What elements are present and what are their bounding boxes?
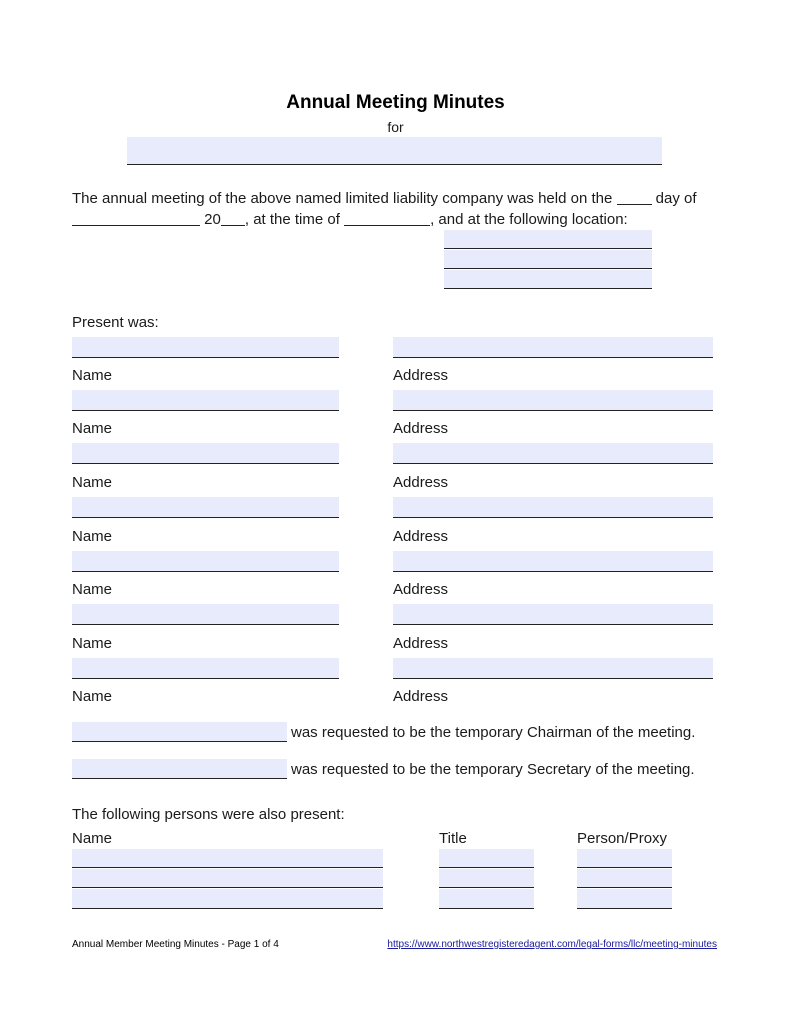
chairman-text: was requested to be the temporary Chairman of the meeting. (291, 724, 696, 741)
chairman-field[interactable] (72, 722, 287, 742)
present-address-field-4[interactable] (393, 497, 713, 518)
present-address-field-5[interactable] (393, 551, 713, 572)
present-address-field-1[interactable] (393, 337, 713, 358)
present-name-field-6[interactable] (72, 604, 339, 625)
location-field-2[interactable] (444, 250, 652, 269)
intro-line-2 (72, 211, 628, 228)
location-field-3[interactable] (444, 270, 652, 289)
present-name-label-3: Name (72, 474, 113, 491)
intro-text-location: , and at the following location: (430, 211, 628, 228)
company-name-field[interactable] (127, 137, 662, 165)
day-field[interactable] (617, 190, 652, 205)
secretary-text: was requested to be the temporary Secretary of the meeting. (291, 761, 695, 778)
others-proxy-field-2[interactable] (577, 869, 672, 888)
others-proxy-field-3[interactable] (577, 889, 672, 909)
footer-link[interactable]: https://www.northwestregisteredagent.com/legal-forms/llc/meeting-minutes (387, 939, 717, 950)
year-field[interactable] (221, 211, 245, 226)
footer-page-label: Annual Member Meeting Minutes - Page 1 of 4 (72, 939, 279, 950)
present-name-field-7[interactable] (72, 658, 339, 679)
present-address-field-6[interactable] (393, 604, 713, 625)
present-address-field-7[interactable] (393, 658, 713, 679)
present-address-label-2: Address (393, 420, 449, 437)
intro-text-day-of: day of (655, 190, 697, 207)
intro-text-time-of: , at the time of (244, 211, 340, 228)
for-label: for (387, 119, 404, 135)
present-address-field-2[interactable] (393, 390, 713, 411)
present-name-field-4[interactable] (72, 497, 339, 518)
present-address-label-3: Address (393, 474, 449, 491)
present-name-label-1: Name (72, 367, 113, 384)
present-address-label-4: Address (393, 528, 449, 545)
time-field[interactable] (344, 211, 430, 226)
present-name-field-2[interactable] (72, 390, 339, 411)
present-address-label-6: Address (393, 635, 449, 652)
document-title: Annual Meeting Minutes (286, 92, 505, 113)
present-name-label-6: Name (72, 635, 113, 652)
intro-text-year-prefix: 20 (204, 211, 221, 228)
others-name-field-3[interactable] (72, 889, 383, 909)
others-title-field-1[interactable] (439, 849, 534, 868)
location-field-1[interactable] (444, 230, 652, 249)
others-title-field-3[interactable] (439, 889, 534, 909)
others-proxy-field-1[interactable] (577, 849, 672, 868)
present-name-label-7: Name (72, 688, 113, 705)
present-name-field-3[interactable] (72, 443, 339, 464)
secretary-field[interactable] (72, 759, 287, 779)
intro-text-held-on: The annual meeting of the above named limited liability company was held on the (72, 190, 613, 207)
others-title-header: Title (439, 830, 467, 847)
present-heading: Present was: (72, 314, 159, 331)
others-heading: The following persons were also present: (72, 806, 345, 823)
present-name-label-4: Name (72, 528, 113, 545)
present-name-field-5[interactable] (72, 551, 339, 572)
others-name-header: Name (72, 830, 113, 847)
intro-line-1 (72, 190, 697, 207)
others-title-field-2[interactable] (439, 869, 534, 888)
others-proxy-header: Person/Proxy (577, 830, 668, 847)
present-address-label-1: Address (393, 367, 449, 384)
others-name-field-1[interactable] (72, 849, 383, 868)
present-name-label-5: Name (72, 581, 113, 598)
present-address-field-3[interactable] (393, 443, 713, 464)
present-address-label-5: Address (393, 581, 449, 598)
month-field[interactable] (72, 211, 200, 226)
present-address-label-7: Address (393, 688, 449, 705)
others-name-field-2[interactable] (72, 869, 383, 888)
present-name-field-1[interactable] (72, 337, 339, 358)
present-name-label-2: Name (72, 420, 113, 437)
